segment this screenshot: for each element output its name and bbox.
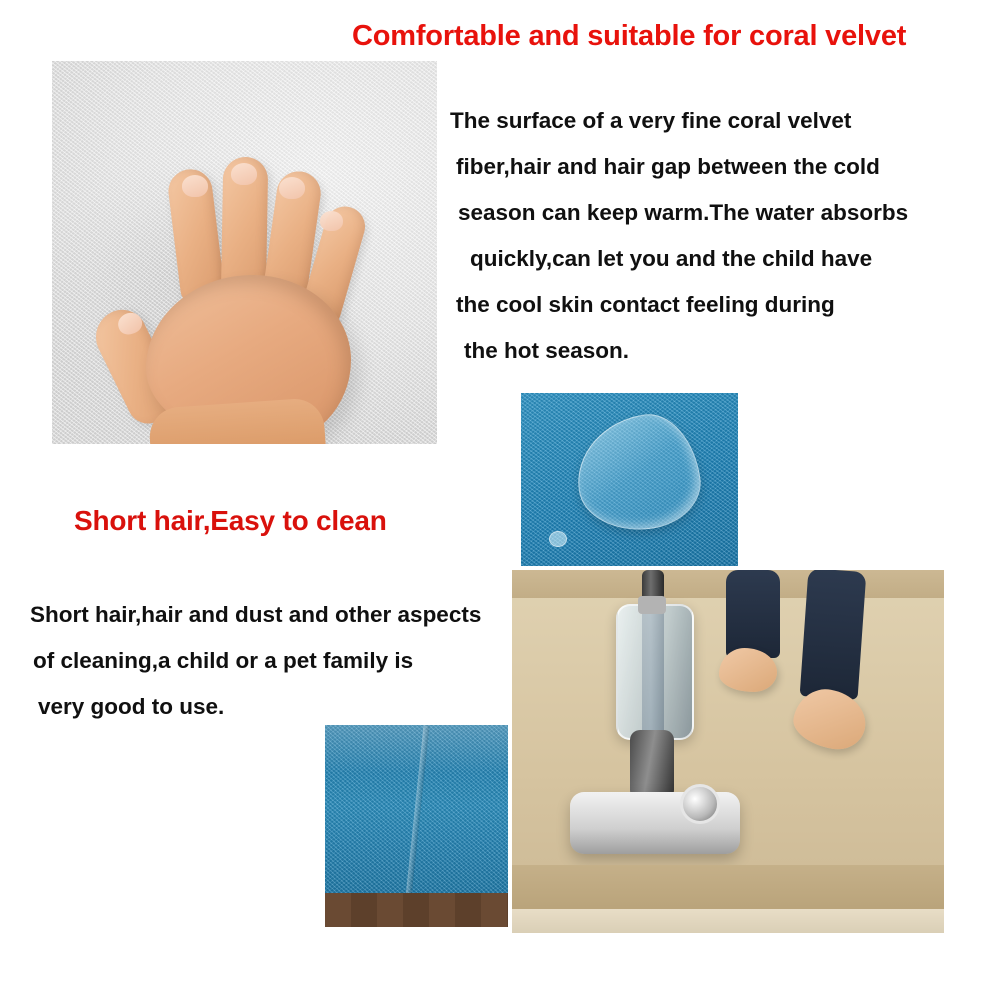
- section-heading-short-hair: Short hair,Easy to clean: [74, 505, 387, 536]
- paragraph-short-hair: [30, 592, 590, 730]
- paragraph-line: fiber,hair and hair gap between the cold: [456, 154, 880, 179]
- photo-water-droplet-blue: [521, 393, 738, 568]
- towel-highlight: [325, 725, 537, 773]
- paragraph-coral-velvet: [450, 98, 995, 374]
- hand-illustration: [110, 157, 410, 444]
- mat-edge-lower: [512, 909, 944, 933]
- leg-left: [726, 570, 780, 658]
- nail-ring: [279, 177, 305, 199]
- paragraph-line: The surface of a very fine coral velvet: [450, 108, 852, 133]
- photo-blue-folded-mat: [325, 725, 537, 927]
- photo-hand-velvet: [52, 61, 437, 444]
- vacuum-wheel: [680, 784, 720, 824]
- paragraph-line: Short hair,hair and dust and other aspects: [30, 602, 482, 627]
- paragraph-line: of cleaning,a child or a pet family is: [33, 648, 414, 673]
- paragraph-line: quickly,can let you and the child have: [470, 246, 873, 271]
- section-heading-coral-velvet: Comfortable and suitable for coral velvet: [352, 20, 907, 52]
- mat-edge-band: [512, 865, 944, 911]
- leg-right: [800, 568, 867, 700]
- paragraph-line: season can keep warm.The water absorbs: [458, 200, 909, 225]
- vacuum-neck: [630, 730, 674, 800]
- vacuum-tank-cap: [638, 596, 666, 614]
- vacuum-dust-tank: [616, 604, 694, 740]
- wood-floor: [325, 893, 537, 927]
- nail-middle: [231, 163, 257, 185]
- paragraph-line: the hot season.: [464, 338, 630, 363]
- paragraph-line: very good to use.: [38, 694, 225, 719]
- nail-index: [182, 175, 208, 197]
- nail-little: [320, 211, 343, 231]
- photo-vacuum-on-mat: [508, 566, 948, 937]
- paragraph-line: the cool skin contact feeling during: [456, 292, 835, 317]
